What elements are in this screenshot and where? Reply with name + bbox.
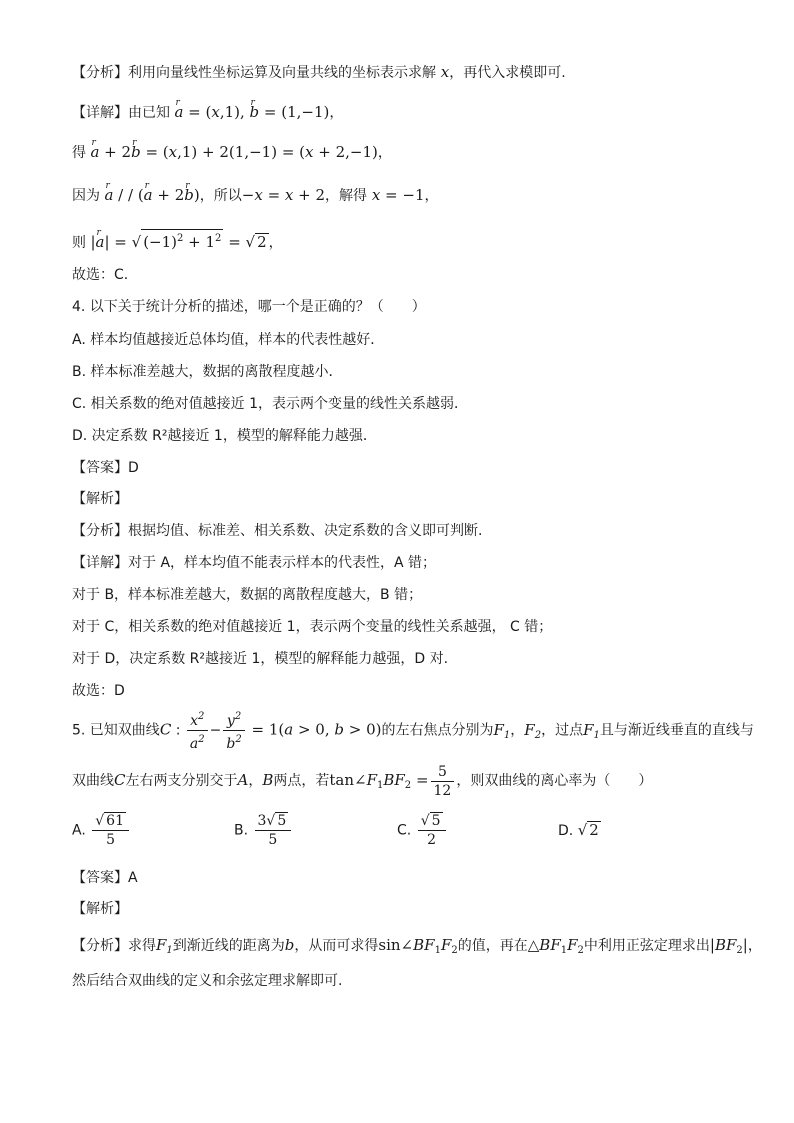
- q4-answer: 【答案】D: [72, 460, 139, 476]
- q3-detail-sum: 得 r a + 2r b = (x,1) + 2(1,−1) = (x + 2,−1)，: [72, 142, 392, 163]
- q4-option-b: B. 样本标准差越大，数据的离散程度越小．: [72, 364, 343, 380]
- q5-option-d: D. √ 2: [558, 821, 599, 839]
- q3-detail-given: 【详解】由已知 r a = (x,1), r b = (1,−1)，: [72, 102, 343, 123]
- q4-jiexi: 【解析】: [72, 491, 128, 507]
- q4-stem: 4. 以下关于统计分析的描述，哪一个是正确的？（ ）: [72, 299, 426, 315]
- q3-detail-parallel: 因为 r a / / (r a + 2r b)，所以−x = x + 2，解得 x = −1，: [72, 185, 439, 206]
- q5-analysis-line2: 然后结合双曲线的定义和余弦定理求解即可.: [72, 973, 343, 989]
- q5-options: [72, 812, 732, 856]
- q3-choice: 故选：C.: [72, 267, 129, 283]
- q4-option-a: A. 样本均值越接近总体均值，样本的代表性越好．: [72, 332, 385, 348]
- q4-detail-a: 【详解】对于 A，样本均值不能表示样本的代表性，A 错；: [72, 555, 437, 571]
- q3-detail-modulus: 则 |r a| = √ $(-1)^2 + 1^2$ = √ 2 ，: [72, 229, 283, 253]
- q5-stem-line1: 5. 已知双曲线C : $\frac{x^2}{a^2}$ − $\frac{y^2}{b^2}$ = 1(a > 0, b > 0)的左右焦点分别为$F_1$，$F_2$，过点$F_1$且与渐近线垂直的直线与: [72, 708, 754, 756]
- q3-analysis: 【分析】利用向量线性坐标运算及向量共线的坐标表示求解 x，再代入求模即可.: [72, 63, 566, 81]
- q4-choice: 故选：D: [72, 683, 125, 699]
- q5-option-c: C. $\frac{√ 5}{2}$: [397, 812, 448, 849]
- q4-analysis: 【分析】根据均值、标准差、相关系数、决定系数的含义即可判断.: [72, 523, 483, 539]
- q4-option-d: D. 决定系数 R²越接近 1，模型的解释能力越强．: [72, 428, 377, 444]
- q5-analysis-line1: 【分析】求得$F_1$到渐近线的距离为b，从而可求得$\sin\angle BF_1F_2$的值，再在$\triangle BF_1F_2$中利用正弦定理求出$|BF_2|$，: [72, 936, 762, 956]
- q5-option-b: B. $\frac{3√ 5}{5}$: [234, 812, 293, 849]
- q4-detail-c: 对于 C，相关系数的绝对值越接近 1，表示两个变量的线性关系越强， C 错；: [72, 619, 553, 635]
- q5-stem-line2: 双曲线C左右两支分别交于A，B两点，若$\tan\angle F_1BF_2$ = $\frac{5}{12}$ ，则双曲线的离心率为（ ）: [72, 763, 653, 799]
- q5-option-a: A. $\frac{√ 61}{5}$: [72, 812, 131, 849]
- q4-detail-b: 对于 B，样本标准差越大，数据的离散程度越大，B 错；: [72, 587, 423, 603]
- q5-answer: 【答案】A: [72, 870, 138, 886]
- q4-option-c: C. 相关系数的绝对值越接近 1，表示两个变量的线性关系越弱．: [72, 396, 469, 412]
- q4-detail-d: 对于 D，决定系数 R²越接近 1，模型的解释能力越强，D 对.: [72, 651, 449, 667]
- q5-jiexi: 【解析】: [72, 901, 128, 917]
